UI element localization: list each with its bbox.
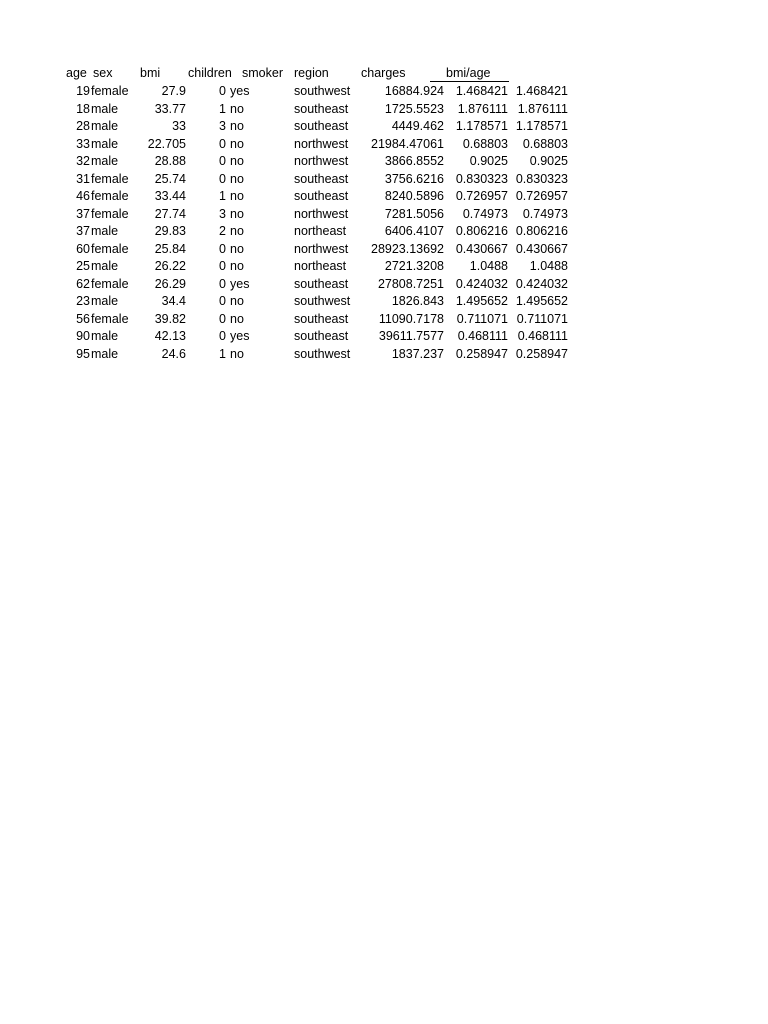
- cell-charges[interactable]: 8240.5896: [384, 189, 444, 203]
- cell-charges[interactable]: 16884.924: [384, 84, 444, 98]
- cell-age[interactable]: 60: [76, 241, 90, 256]
- cell-bmi[interactable]: 25.84: [154, 241, 186, 256]
- cell-bmi[interactable]: 24.6: [161, 346, 186, 361]
- cell-age[interactable]: 62: [76, 276, 90, 291]
- cell-bmi-age[interactable]: 0.726957: [455, 189, 508, 203]
- cell-charges[interactable]: 28923.13692: [371, 241, 444, 256]
- header-age[interactable]: age: [66, 66, 87, 80]
- cell-charges[interactable]: 2721.3208: [384, 259, 444, 273]
- cell-bmi-age-copy[interactable]: 0.258947: [515, 346, 568, 361]
- cell-children[interactable]: 1: [219, 189, 226, 203]
- cell-region[interactable]: southeast: [294, 171, 349, 186]
- cell-children[interactable]: 1: [219, 101, 226, 116]
- cell-bmi-age[interactable]: 0.74973: [462, 206, 508, 221]
- header-bmi-age[interactable]: bmi/age: [446, 66, 491, 80]
- cell-charges[interactable]: 3756.6216: [384, 171, 444, 186]
- cell-charges[interactable]: 21984.47061: [371, 136, 444, 151]
- cell-age[interactable]: 31: [76, 171, 90, 186]
- cell-region[interactable]: northwest: [294, 206, 349, 221]
- cell-age[interactable]: 90: [76, 329, 90, 343]
- cell-bmi-age-copy[interactable]: 1.0488: [529, 259, 568, 273]
- cell-sex[interactable]: male: [91, 101, 119, 116]
- cell-age[interactable]: 23: [76, 294, 90, 308]
- cell-sex[interactable]: female: [91, 206, 129, 221]
- cell-charges[interactable]: 6406.4107: [384, 224, 444, 238]
- cell-charges[interactable]: 4449.462: [391, 119, 444, 133]
- cell-age[interactable]: 56: [76, 311, 90, 326]
- cell-smoker[interactable]: no: [230, 189, 244, 203]
- cell-charges[interactable]: 39611.7577: [378, 329, 444, 343]
- cell-bmi-age[interactable]: 0.258947: [455, 346, 508, 361]
- cell-smoker[interactable]: no: [230, 259, 244, 273]
- cell-sex[interactable]: female: [91, 171, 129, 186]
- cell-charges[interactable]: 11090.7178: [378, 311, 444, 326]
- cell-bmi-age[interactable]: 1.468421: [455, 84, 508, 98]
- cell-region[interactable]: northeast: [294, 259, 347, 273]
- cell-charges[interactable]: 1826.843: [391, 294, 444, 308]
- cell-region[interactable]: southwest: [294, 346, 351, 361]
- cell-sex[interactable]: male: [91, 329, 119, 343]
- cell-sex[interactable]: female: [91, 311, 129, 326]
- cell-bmi[interactable]: 28.88: [154, 154, 186, 168]
- cell-bmi-age-copy[interactable]: 0.68803: [522, 136, 568, 151]
- cell-region[interactable]: northeast: [294, 224, 347, 238]
- cell-region[interactable]: southeast: [294, 101, 349, 116]
- cell-bmi-age[interactable]: 0.424032: [455, 276, 508, 291]
- cell-region[interactable]: northwest: [294, 241, 349, 256]
- header-sex[interactable]: sex: [93, 66, 113, 80]
- cell-smoker[interactable]: no: [230, 154, 244, 168]
- cell-bmi[interactable]: 26.22: [154, 259, 186, 273]
- cell-bmi[interactable]: 22.705: [147, 136, 186, 151]
- cell-region[interactable]: southwest: [294, 294, 351, 308]
- cell-smoker[interactable]: no: [230, 136, 244, 151]
- cell-age[interactable]: 19: [76, 84, 90, 98]
- cell-charges[interactable]: 1725.5523: [384, 101, 444, 116]
- cell-age[interactable]: 33: [76, 136, 90, 151]
- cell-age[interactable]: 37: [76, 206, 90, 221]
- cell-age[interactable]: 28: [76, 119, 90, 133]
- cell-bmi-age-copy[interactable]: 0.74973: [522, 206, 568, 221]
- cell-children[interactable]: 3: [219, 206, 226, 221]
- cell-age[interactable]: 25: [76, 259, 90, 273]
- cell-bmi-age[interactable]: 0.711071: [456, 311, 508, 326]
- cell-children[interactable]: 0: [219, 241, 226, 256]
- cell-bmi[interactable]: 29.83: [154, 224, 186, 238]
- cell-bmi-age-copy[interactable]: 0.430667: [515, 241, 568, 256]
- cell-bmi-age-copy[interactable]: 0.806216: [515, 224, 568, 238]
- cell-bmi-age-copy[interactable]: 1.468421: [515, 84, 568, 98]
- cell-sex[interactable]: male: [91, 154, 119, 168]
- cell-smoker[interactable]: no: [230, 101, 244, 116]
- cell-children[interactable]: 0: [219, 84, 226, 98]
- header-smoker[interactable]: smoker: [242, 66, 283, 80]
- cell-bmi-age-copy[interactable]: 1.495652: [515, 294, 568, 308]
- cell-bmi-age[interactable]: 1.0488: [469, 259, 508, 273]
- cell-bmi[interactable]: 33: [172, 119, 186, 133]
- cell-smoker[interactable]: no: [230, 171, 244, 186]
- cell-children[interactable]: 0: [219, 294, 226, 308]
- cell-charges[interactable]: 3866.8552: [384, 154, 444, 168]
- cell-children[interactable]: 0: [219, 311, 226, 326]
- cell-age[interactable]: 95: [76, 346, 90, 361]
- cell-bmi[interactable]: 33.44: [154, 189, 186, 203]
- cell-bmi-age[interactable]: 0.9025: [469, 154, 508, 168]
- header-underline: [430, 81, 509, 82]
- cell-sex[interactable]: male: [91, 119, 119, 133]
- cell-smoker[interactable]: no: [230, 119, 244, 133]
- cell-bmi-age-copy[interactable]: 0.711071: [516, 311, 568, 326]
- cell-age[interactable]: 37: [76, 224, 90, 238]
- cell-bmi-age-copy[interactable]: 0.9025: [529, 154, 568, 168]
- cell-children[interactable]: 3: [219, 119, 226, 133]
- cell-sex[interactable]: female: [91, 241, 129, 256]
- cell-bmi[interactable]: 26.29: [154, 276, 186, 291]
- cell-sex[interactable]: female: [91, 189, 129, 203]
- cell-bmi-age-copy[interactable]: 0.830323: [515, 171, 568, 186]
- cell-smoker[interactable]: no: [230, 346, 244, 361]
- cell-children[interactable]: 0: [219, 329, 226, 343]
- cell-bmi-age-copy[interactable]: 0.424032: [515, 276, 568, 291]
- cell-age[interactable]: 46: [76, 189, 90, 203]
- header-children[interactable]: children: [188, 66, 232, 80]
- cell-sex[interactable]: male: [91, 259, 119, 273]
- cell-region[interactable]: southwest: [294, 84, 351, 98]
- cell-bmi-age[interactable]: 1.495652: [455, 294, 508, 308]
- cell-bmi[interactable]: 27.9: [161, 84, 186, 98]
- header-bmi[interactable]: bmi: [140, 66, 161, 80]
- cell-bmi-age-copy[interactable]: 0.468111: [517, 329, 568, 343]
- cell-children[interactable]: 0: [219, 136, 226, 151]
- cell-bmi-age[interactable]: 0.806216: [455, 224, 508, 238]
- cell-region[interactable]: southeast: [294, 311, 349, 326]
- cell-age[interactable]: 18: [76, 101, 90, 116]
- cell-smoker[interactable]: no: [230, 311, 244, 326]
- cell-smoker[interactable]: yes: [230, 84, 250, 98]
- cell-charges[interactable]: 27808.7251: [377, 276, 444, 291]
- cell-sex[interactable]: male: [91, 224, 119, 238]
- cell-age[interactable]: 32: [76, 154, 90, 168]
- cell-smoker[interactable]: no: [230, 224, 244, 238]
- cell-smoker[interactable]: no: [230, 294, 244, 308]
- cell-region[interactable]: southeast: [294, 329, 349, 343]
- cell-bmi-age[interactable]: 1.876111: [457, 101, 508, 116]
- cell-children[interactable]: 0: [219, 259, 226, 273]
- cell-bmi-age-copy[interactable]: 0.726957: [515, 189, 568, 203]
- cell-region[interactable]: southeast: [294, 189, 349, 203]
- cell-sex[interactable]: female: [91, 84, 129, 98]
- cell-region[interactable]: northwest: [294, 154, 349, 168]
- cell-region[interactable]: southeast: [294, 119, 349, 133]
- cell-bmi-age[interactable]: 0.430667: [455, 241, 508, 256]
- header-region[interactable]: region: [294, 66, 329, 80]
- cell-bmi[interactable]: 25.74: [154, 171, 186, 186]
- cell-bmi-age-copy[interactable]: 1.178571: [515, 119, 568, 133]
- cell-bmi[interactable]: 42.13: [154, 329, 186, 343]
- cell-bmi-age[interactable]: 0.468111: [457, 329, 508, 343]
- cell-sex[interactable]: male: [91, 294, 119, 308]
- cell-bmi-age[interactable]: 0.830323: [455, 171, 508, 186]
- cell-charges[interactable]: 1837.237: [391, 346, 444, 361]
- cell-smoker[interactable]: yes: [230, 329, 250, 343]
- cell-sex[interactable]: male: [91, 136, 119, 151]
- cell-bmi[interactable]: 33.77: [154, 101, 186, 116]
- cell-children[interactable]: 0: [219, 171, 226, 186]
- cell-children[interactable]: 2: [219, 224, 226, 238]
- cell-smoker[interactable]: yes: [230, 276, 250, 291]
- cell-bmi-age-copy[interactable]: 1.876111: [517, 101, 568, 116]
- cell-bmi[interactable]: 27.74: [154, 206, 186, 221]
- cell-region[interactable]: southeast: [294, 276, 349, 291]
- cell-children[interactable]: 0: [219, 154, 226, 168]
- cell-children[interactable]: 1: [219, 346, 226, 361]
- header-charges[interactable]: charges: [361, 66, 406, 80]
- cell-bmi[interactable]: 34.4: [161, 294, 186, 308]
- cell-charges[interactable]: 7281.5056: [384, 206, 444, 221]
- cell-bmi-age[interactable]: 1.178571: [455, 119, 508, 133]
- cell-bmi-age[interactable]: 0.68803: [462, 136, 508, 151]
- cell-children[interactable]: 0: [219, 276, 226, 291]
- cell-bmi[interactable]: 39.82: [154, 311, 186, 326]
- cell-sex[interactable]: male: [91, 346, 119, 361]
- cell-smoker[interactable]: no: [230, 241, 244, 256]
- cell-region[interactable]: northwest: [294, 136, 349, 151]
- cell-sex[interactable]: female: [91, 276, 129, 291]
- cell-smoker[interactable]: no: [230, 206, 244, 221]
